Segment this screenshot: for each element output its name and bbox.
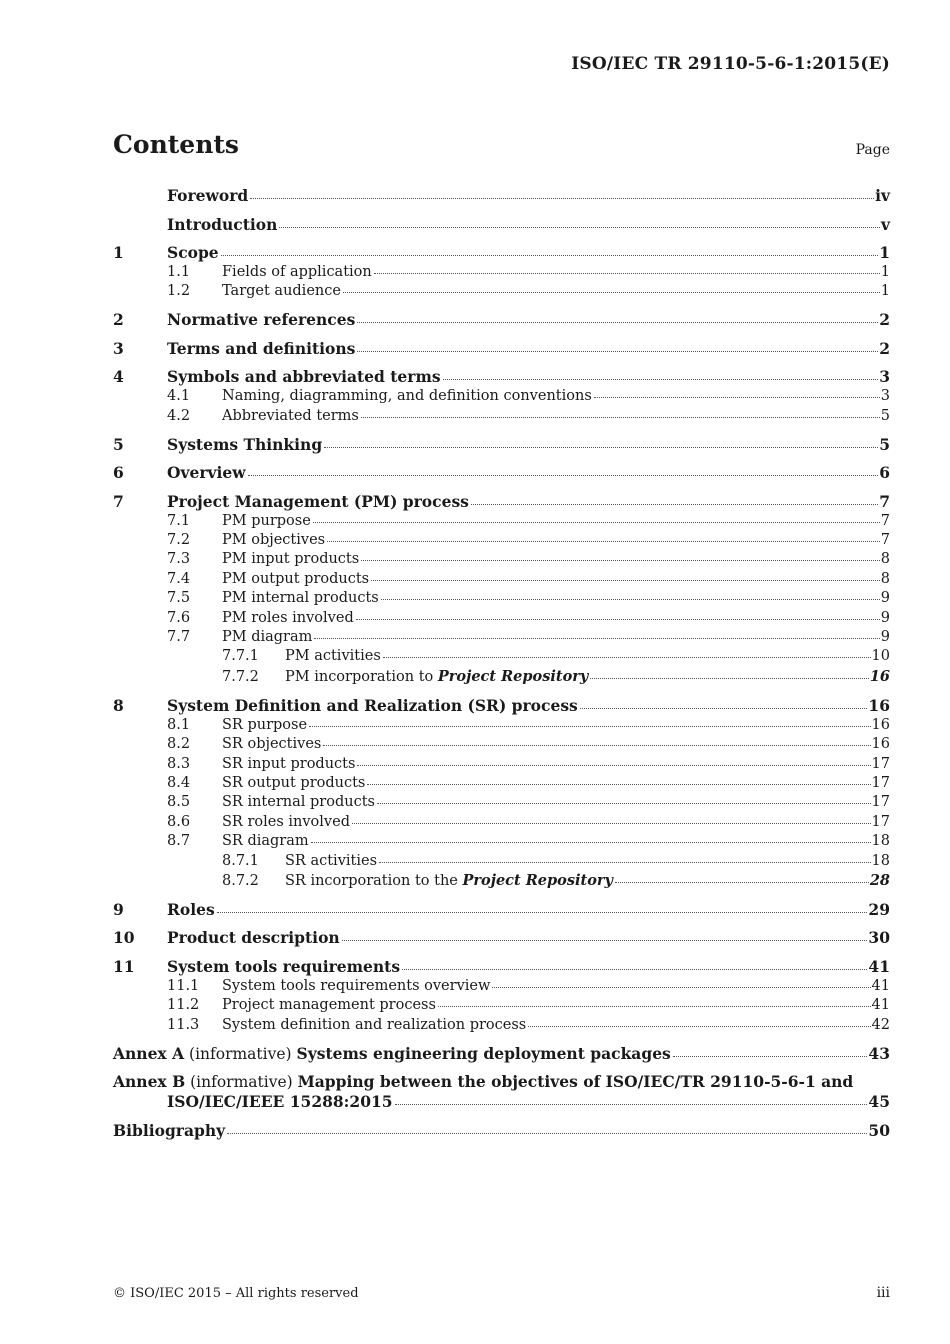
document-id: ISO/IEC TR 29110-5-6-1:2015(E) (571, 54, 890, 74)
toc-entry[interactable] (113, 367, 890, 387)
toc-entry-page: 7 (879, 491, 890, 511)
toc-entry-title (167, 900, 215, 920)
toc-entry-number: 7.1 (167, 512, 191, 529)
toc-entry-title: Bibliography (113, 1120, 226, 1140)
dot-leader (383, 656, 871, 658)
toc-entry-page: 16 (868, 695, 890, 715)
toc-entry-page: 1 (880, 283, 890, 300)
toc-entry-page: 8 (880, 570, 890, 587)
toc-entry-page: v (880, 214, 890, 234)
annex-title: Mapping between the objectives of ISO/IEC/TR 29110-5-6-1 and (297, 1072, 854, 1092)
toc-entry-number: 7.5 (167, 590, 191, 607)
toc-entry-title-text: Roles (167, 899, 215, 919)
toc-entry-title (167, 243, 219, 263)
dot-leader (217, 911, 868, 913)
dot-leader (381, 598, 880, 600)
dot-leader (313, 521, 880, 523)
toc-entry-title-text: PM activities (285, 648, 381, 665)
toc-entry-title (222, 407, 359, 426)
toc-entry-page: 2 (879, 310, 890, 330)
toc-entry-title (222, 282, 341, 301)
toc-entry-page: 42 (871, 1016, 890, 1033)
toc-entry-number: 8.4 (167, 775, 191, 791)
toc-entry-number: 9 (113, 899, 124, 919)
dot-leader (443, 378, 879, 380)
toc-entry-title-text: PM roles involved (222, 609, 354, 626)
dot-leader (615, 881, 869, 883)
toc-entry[interactable] (113, 215, 890, 235)
toc-entry[interactable] (113, 512, 890, 531)
toc-entry-title (167, 696, 578, 716)
dot-leader (356, 618, 880, 620)
toc-entry-page: 16 (871, 716, 890, 733)
toc-entry-page: 16 (869, 667, 890, 685)
toc-entry[interactable] (113, 900, 890, 920)
toc-entry-title (167, 186, 248, 206)
toc-entry[interactable] (113, 609, 890, 628)
toc-entry-page: 41 (871, 997, 890, 1014)
toc-entry[interactable] (113, 1016, 890, 1035)
toc-entry-title-text: Foreword (167, 186, 249, 205)
toc-entry-number: 4 (113, 367, 124, 387)
toc-entry[interactable] (113, 667, 890, 687)
toc-entry-title (222, 977, 490, 996)
toc-entry-page: 17 (871, 813, 890, 830)
toc-entry-number: 1.1 (167, 264, 191, 280)
toc-entry[interactable] (113, 696, 890, 716)
toc-entry-title-text: SR input products (222, 755, 356, 772)
toc-entry-title-text: SR roles involved (222, 813, 350, 830)
toc-entry-title-text: PM output products (222, 570, 370, 587)
toc-entry[interactable] (113, 774, 890, 793)
toc-entry-title-text: Symbols and abbreviated terms (167, 367, 441, 387)
toc-entry[interactable] (113, 813, 890, 832)
dot-leader (371, 579, 880, 581)
toc-entry-number: 4.1 (167, 388, 191, 405)
toc-entry[interactable] (113, 531, 890, 550)
toc-entry[interactable] (113, 263, 890, 282)
toc-entry-number: 8.3 (167, 755, 191, 772)
toc-entry-number: 7.4 (167, 570, 191, 587)
dot-leader (367, 783, 870, 785)
dot-leader (250, 197, 874, 199)
toc-entry-title (222, 628, 312, 647)
toc-entry-number: 11.2 (167, 997, 200, 1014)
toc-entry[interactable] (113, 755, 890, 774)
toc-entry-page: 41 (868, 956, 890, 976)
dot-leader (352, 822, 871, 824)
toc-entry-title-text: Overview (167, 463, 246, 483)
page-title: Contents (113, 130, 240, 159)
dot-leader (227, 1132, 867, 1134)
dot-leader (311, 841, 871, 843)
toc-entry-annex-b[interactable] (113, 1072, 890, 1112)
toc-entry-number: 11.3 (167, 1016, 200, 1033)
dot-leader (377, 802, 871, 804)
dot-leader (590, 677, 868, 679)
toc-entry-title (222, 609, 354, 628)
toc-entry[interactable] (113, 570, 890, 589)
dot-leader (438, 1005, 871, 1007)
dot-leader (343, 291, 880, 293)
toc-entry-number: 1 (113, 243, 124, 262)
toc-entry[interactable] (113, 852, 890, 871)
toc-entry[interactable] (113, 716, 890, 735)
toc-entry-number: 8.7 (167, 833, 191, 850)
toc-entry-title-emphasis: Project Repository (437, 667, 589, 685)
toc-entry-page: 7 (880, 512, 890, 529)
dot-leader (594, 396, 880, 398)
toc-entry-title-text: System tools requirements overview (222, 977, 491, 994)
toc-entry-number: 4.2 (167, 407, 191, 424)
toc-entry-page: 17 (871, 775, 890, 791)
dot-leader (279, 226, 880, 228)
toc-entry-number: 8.5 (167, 794, 191, 811)
toc-entry-title (222, 832, 309, 851)
dot-leader (221, 254, 879, 256)
toc-entry[interactable] (113, 492, 890, 512)
toc-entry-number: 7 (113, 491, 124, 511)
toc-entry[interactable] (113, 996, 890, 1015)
toc-entry-title-text: PM internal products (222, 590, 379, 607)
annex-title-continued: ISO/IEC/IEEE 15288:2015 (167, 1092, 393, 1112)
toc-entry-page: 29 (868, 899, 890, 919)
toc-entry-page: 9 (880, 609, 890, 626)
toc-entry-number: 7.3 (167, 551, 191, 568)
toc-entry-title-text: Abbreviated terms (222, 407, 359, 424)
toc-entry-title (222, 512, 311, 531)
annex-informative: (informative) (185, 1073, 298, 1092)
toc-entry[interactable] (113, 589, 890, 608)
toc-entry-page: 10 (871, 648, 890, 665)
toc-entry-page: 17 (871, 794, 890, 811)
toc-entry-number: 10 (113, 928, 135, 948)
toc-entry-title-text: PM purpose (222, 512, 311, 529)
toc-entry-number: 3 (113, 338, 124, 358)
toc-entry[interactable] (113, 928, 890, 948)
toc-entry-title-text: Product description (167, 928, 340, 948)
dot-leader (361, 416, 880, 418)
toc-entry-number: 1.2 (167, 283, 191, 300)
toc-entry-title (222, 589, 379, 608)
toc-entry-page: 3 (880, 388, 890, 405)
toc-entry-page: 8 (880, 551, 890, 568)
toc-entry-title-text: SR objectives (222, 736, 322, 753)
toc-entry-page: 9 (880, 590, 890, 607)
toc-entry-title (222, 716, 307, 735)
dot-leader (361, 559, 880, 561)
annex-label: Annex B (113, 1072, 186, 1092)
toc-entry-title (222, 793, 375, 812)
toc-entry-title-text: System definition and realization process (222, 1016, 527, 1033)
toc-entry-page: 50 (868, 1120, 890, 1140)
toc-entry-title-text: SR output products (222, 775, 366, 791)
toc-entry-title (167, 435, 322, 455)
toc-entry[interactable] (113, 463, 890, 483)
toc-entry-number: 7.6 (167, 609, 191, 626)
toc-entry[interactable] (113, 186, 890, 206)
toc-entry-title-text: Fields of application (222, 264, 372, 280)
toc-entry-title (285, 667, 588, 687)
toc-entry[interactable] (113, 628, 890, 647)
toc-entry-page: 43 (868, 1043, 890, 1063)
dot-leader (357, 321, 878, 323)
toc-entry-number: 7.2 (167, 532, 191, 549)
toc-entry-title (167, 928, 340, 948)
toc-entry-page: 18 (871, 852, 890, 869)
toc-entry-title-text: Naming, diagramming, and definition conventions (222, 388, 592, 405)
toc-entry-number: 5 (113, 434, 124, 454)
toc-entry-title (285, 871, 613, 891)
dot-leader (323, 744, 870, 746)
toc-entry-page: 7 (880, 532, 890, 549)
toc-entry-title (285, 852, 377, 871)
toc-entry-number: 6 (113, 463, 124, 483)
dot-leader (528, 1025, 870, 1027)
toc-entry[interactable] (113, 435, 890, 455)
toc-entry-title (222, 813, 350, 832)
toc-entry-title-text: Target audience (222, 283, 341, 300)
dot-leader (357, 764, 870, 766)
toc-entry-title (167, 957, 400, 977)
toc-entry[interactable] (113, 339, 890, 359)
toc-entry-title (222, 387, 592, 406)
toc-entry-title-text: Normative references (167, 310, 356, 330)
toc-entry-title-text: SR incorporation to the (285, 873, 463, 890)
toc-entry-page: 5 (880, 407, 890, 424)
toc-entry-number: 11.1 (167, 977, 200, 994)
toc-entry-title (167, 463, 246, 483)
toc-entry-bibliography[interactable] (113, 1121, 890, 1141)
table-of-contents (113, 186, 890, 1141)
dot-leader (379, 861, 871, 863)
toc-entry-title-emphasis: Project Repository (462, 872, 613, 890)
page-number: iii (876, 1285, 890, 1301)
toc-entry-number: 8.1 (167, 716, 191, 733)
toc-entry-number: 11 (113, 956, 135, 976)
toc-entry-number: 2 (113, 310, 124, 330)
toc-entry-number: 8.6 (167, 813, 191, 830)
toc-entry-page: 5 (879, 434, 890, 454)
toc-entry-title-text: Project Management (PM) process (167, 491, 469, 511)
dot-leader (342, 939, 868, 941)
toc-entry-page: 30 (868, 928, 890, 948)
toc-entry-title-text: PM objectives (222, 532, 326, 549)
toc-entry-page: 16 (871, 736, 890, 753)
toc-entry-title (167, 492, 469, 512)
toc-entry-number: 8.7.2 (222, 873, 259, 890)
dot-leader (395, 1103, 868, 1105)
toc-entry-title (222, 263, 372, 282)
toc-entry-title (167, 215, 277, 235)
toc-entry-title-text: Project management process (222, 997, 436, 1014)
toc-entry-title (222, 570, 369, 589)
toc-entry-title-text: PM diagram (222, 629, 313, 646)
dot-leader (248, 474, 879, 476)
dot-leader (492, 986, 870, 988)
toc-entry-title (222, 996, 436, 1015)
dot-leader (374, 272, 880, 274)
toc-entry-title-text: SR activities (285, 852, 378, 869)
toc-entry-page: 9 (880, 629, 890, 646)
toc-entry-title (222, 531, 325, 550)
toc-entry-page: 17 (871, 755, 890, 772)
toc-entry-number: 7.7.2 (222, 668, 259, 685)
toc-entry-annex-a[interactable] (113, 1044, 890, 1064)
toc-entry-page: 18 (871, 833, 890, 850)
toc-entry-title (222, 755, 355, 774)
toc-entry[interactable] (113, 243, 890, 263)
annex-informative: (informative) (184, 1044, 297, 1063)
annex-b-line1 (113, 1072, 890, 1092)
toc-entry-number: 7.7 (167, 629, 191, 646)
dot-leader (471, 503, 878, 505)
toc-entry-page: 6 (879, 463, 890, 483)
toc-entry-title (222, 774, 365, 793)
toc-entry[interactable] (113, 550, 890, 569)
copyright-notice: © ISO/IEC 2015 – All rights reserved (113, 1286, 359, 1301)
toc-entry-page: 41 (871, 977, 890, 994)
toc-entry-title-text: PM input products (222, 551, 360, 568)
toc-entry-page: 1 (880, 264, 890, 280)
toc-entry-title (222, 1016, 526, 1035)
toc-entry-number: 7.7.1 (222, 648, 259, 665)
dot-leader (327, 540, 880, 542)
toc-entry-title (167, 310, 355, 330)
annex-title: Systems engineering deployment packages (296, 1043, 671, 1063)
dot-leader (324, 446, 878, 448)
toc-entry[interactable] (113, 282, 890, 301)
page-column-label: Page (855, 142, 890, 158)
toc-entry-title-text: PM incorporation to (285, 668, 438, 685)
toc-entry-title (222, 550, 359, 569)
toc-entry-number: 8.7.1 (222, 852, 259, 869)
toc-entry-title-text: System tools requirements (167, 956, 401, 976)
toc-entry-page: 1 (879, 243, 890, 262)
toc-entry[interactable] (113, 647, 890, 666)
toc-entry[interactable] (113, 407, 890, 426)
dot-leader (673, 1055, 868, 1057)
dot-leader (314, 637, 879, 639)
toc-entry-title (285, 647, 381, 666)
toc-entry-number: 8.2 (167, 736, 191, 753)
toc-entry-page: 2 (879, 338, 890, 358)
toc-entry-title (222, 735, 321, 754)
toc-entry-page: 3 (879, 367, 890, 387)
toc-entry[interactable] (113, 793, 890, 812)
toc-entry-page: 45 (868, 1092, 890, 1112)
dot-leader (580, 707, 868, 709)
toc-entry[interactable] (113, 977, 890, 996)
toc-entry-title-text: Systems Thinking (167, 434, 323, 454)
toc-entry-title-text: Terms and definitions (167, 338, 356, 358)
toc-entry-title-text: Scope (167, 243, 219, 262)
toc-entry[interactable] (113, 871, 890, 891)
toc-entry-title-text: Introduction (167, 214, 278, 234)
dot-leader (402, 968, 867, 970)
annex-b-line2 (113, 1092, 890, 1112)
toc-entry-page: 28 (869, 872, 890, 890)
toc-entry[interactable] (113, 832, 890, 851)
dot-leader (357, 350, 878, 352)
toc-entry[interactable] (113, 310, 890, 330)
dot-leader (309, 725, 871, 727)
toc-entry-title-text: System Definition and Realization (SR) process (167, 695, 578, 715)
toc-entry-title-text: SR purpose (222, 716, 308, 733)
toc-entry-title (167, 367, 441, 387)
toc-entry[interactable] (113, 387, 890, 406)
toc-entry-title-text: SR diagram (222, 833, 309, 850)
toc-entry-number: 8 (113, 695, 124, 715)
toc-entry-page: iv (875, 186, 890, 205)
toc-entry[interactable] (113, 735, 890, 754)
toc-entry-title-text: SR internal products (222, 794, 375, 811)
annex-label: Annex A (113, 1043, 185, 1063)
toc-entry-title (167, 339, 355, 359)
toc-entry[interactable] (113, 957, 890, 977)
